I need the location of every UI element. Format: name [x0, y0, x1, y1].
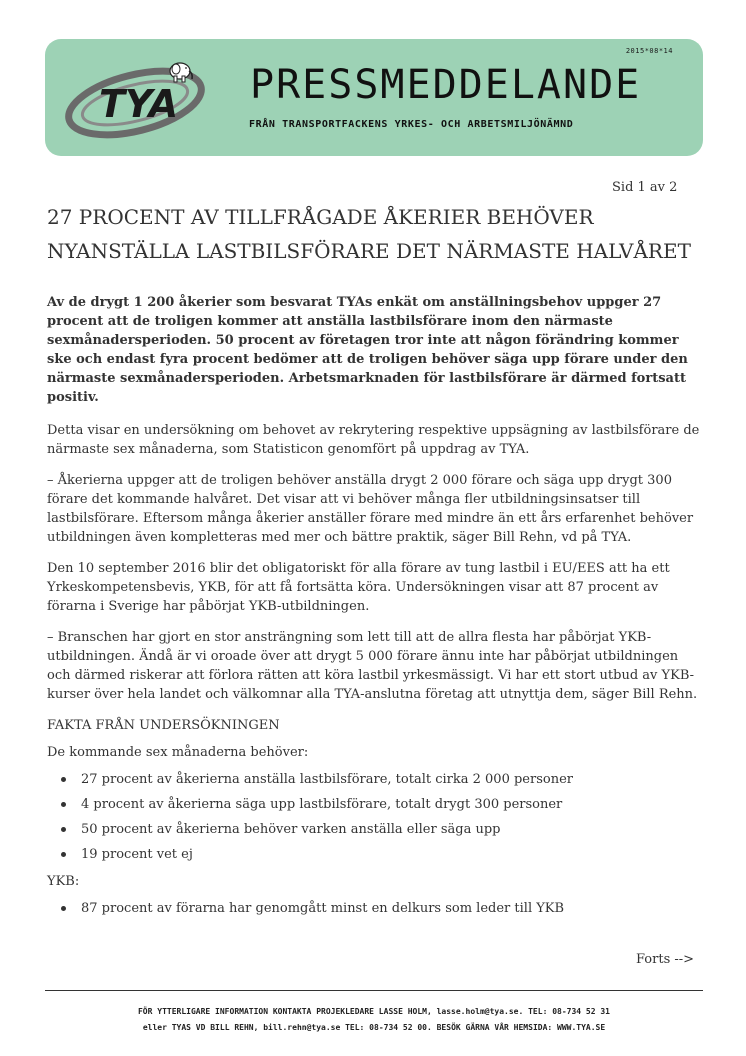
logo-wordmark: TYA	[99, 82, 179, 126]
headline-line-1: 27 PROCENT AV TILLFRÅGADE ÅKERIER BEHÖVER	[47, 205, 594, 229]
list-item	[47, 845, 703, 864]
headline	[47, 200, 707, 268]
body-paragraph: Den 10 september 2016 blir det obligatoriskt för alla förare av tung lastbil i EU/EES att ha ett Yrkeskompetensbevis, YKB, för att få fortsätta köra. Undersökningen visar att 87 procent av förarna i Sverige har påbörjat YKB-utbildningen.	[47, 561, 670, 614]
footer-line-1: FÖR YTTERLIGARE INFORMATION KONTAKTA PROJEKLEDARE LASSE HOLM, lasse.holm@tya.se. TEL: 08-734 52 31	[137, 1007, 610, 1016]
list-item-text: 50 procent av åkerierna behöver varken anställa eller säga upp	[81, 822, 501, 837]
list-item-text: 19 procent vet ej	[81, 847, 193, 862]
body-paragraph: – Branschen har gjort en stor ansträngning som lett till att de allra flesta har påbörjat YKB-utbildningen. Ändå är vi oroade över att drygt 5 000 förare ännu inte har påbörjat utbildningen och därmed riskerar att förlora rätten att köra lastbil yrkesmässigt. Vi har ett stort utbud av YKB-kurser över hela landet och välkomnar alla TYA-anslutna företag att utnyttja dem, säger Bill Rehn.	[47, 630, 698, 702]
facts-list	[47, 770, 703, 864]
list-item	[47, 820, 703, 839]
bullet-icon	[61, 906, 66, 911]
elephant-icon	[170, 63, 192, 82]
footer-line-2: eller TYAS VD BILL REHN, bill.rehn@tya.se TEL: 08-734 52 00. BESÖK GÄRNA VÅR HEMSIDA: WWW.TYA.SE	[142, 1023, 606, 1032]
continue-link: Forts -->	[636, 952, 695, 967]
press-date: 2015*08*14	[625, 47, 673, 55]
body-paragraph: – Åkerierna uppger att de troligen behöver anställa drygt 2 000 förare och säga upp drygt 300 förare det kommande halvåret. Det visar att vi behöver många fler utbildningsinsatser till lastbilsförare. Eftersom många åkerier anställer förare med mindre än ett års erfarenhet behöver utbildningen även kompletteras med mer och bättre praktik, säger Bill Rehn, vd på TYA.	[47, 473, 694, 545]
list-item	[47, 899, 703, 918]
footer-contact	[45, 1004, 703, 1036]
list-item-text: 87 procent av förarna har genomgått minst en delkurs som leder till YKB	[81, 901, 565, 916]
banner-subtitle: FRÅN TRANSPORTFACKENS YRKES- OCH ARBETSMILJÖNÄMND	[249, 119, 574, 130]
header-banner	[45, 39, 703, 156]
bullet-icon	[61, 827, 66, 832]
body-paragraph: Detta visar en undersökning om behovet av rekrytering respektive uppsägning av lastbilsförare de närmaste sex månaderna, som Statisticon genomfört på uppdrag av TYA.	[47, 423, 700, 457]
list-item	[47, 770, 703, 789]
bullet-icon	[61, 852, 66, 857]
footer-divider	[45, 990, 703, 991]
tya-logo	[63, 53, 213, 143]
article-body	[47, 293, 703, 926]
lead-paragraph: Av de drygt 1 200 åkerier som besvarat TYAs enkät om anställningsbehov uppger 27 procent att de troligen kommer att anställa lastbilsförare inom den närmaste sexmånadersperioden. 50 procent av företagen tror inte att någon förändring kommer ske och endast fyra procent bedömer att de troligen behöver säga upp förare under den närmaste sexmånadersperioden. Arbetsmarknaden för lastbilsförare är därmed fortsatt positiv.	[47, 295, 688, 405]
page-number: Sid 1 av 2	[612, 180, 678, 195]
headline-line-2: NYANSTÄLLA LASTBILSFÖRARE DET NÄRMASTE HALVÅRET	[47, 239, 691, 263]
list-item-text: 27 procent av åkerierna anställa lastbilsförare, totalt cirka 2 000 personer	[81, 772, 573, 787]
facts-heading: FAKTA FRÅN UNDERSÖKNINGEN	[47, 718, 280, 733]
bullet-icon	[61, 777, 66, 782]
ykb-list	[47, 899, 703, 918]
list-item-text: 4 procent av åkerierna säga upp lastbilsförare, totalt drygt 300 personer	[81, 797, 563, 812]
facts-intro: De kommande sex månaderna behöver:	[47, 745, 309, 760]
banner-title: PRESSMEDDELANDE	[250, 62, 642, 108]
list-item	[47, 795, 703, 814]
bullet-icon	[61, 802, 66, 807]
ykb-label: YKB:	[47, 874, 80, 889]
